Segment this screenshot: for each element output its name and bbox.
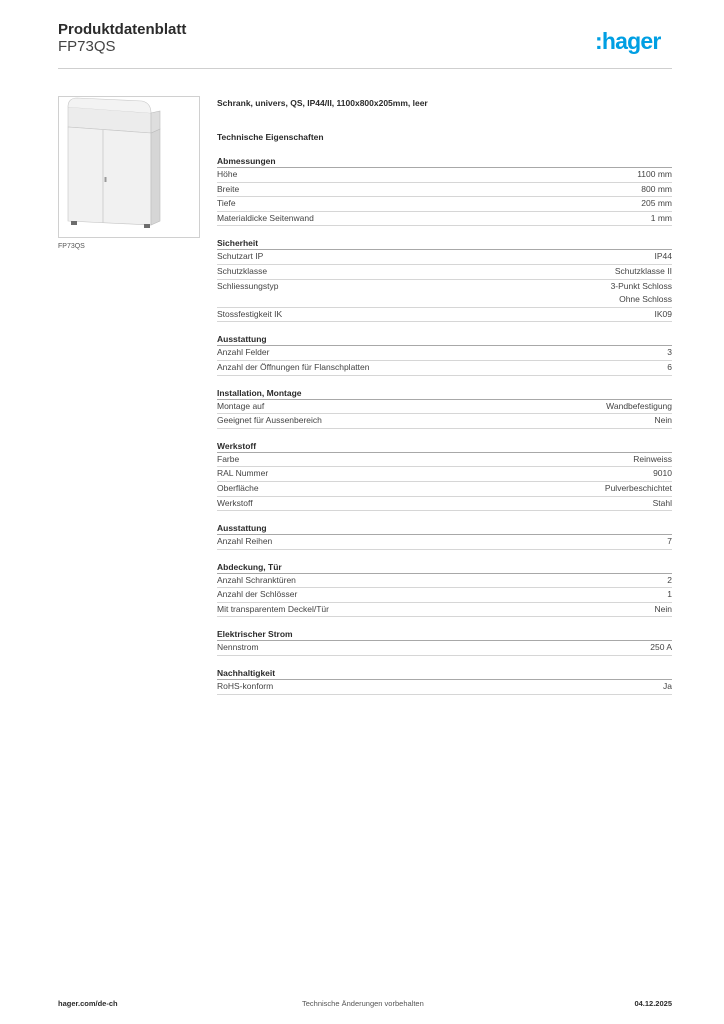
property-section xyxy=(217,521,672,550)
property-row xyxy=(217,183,672,198)
property-label: Anzahl der Öffnungen für Flanschplatten xyxy=(217,361,370,372)
product-title: Schrank, univers, QS, IP44/II, 1100x800x205mm, leer xyxy=(217,98,428,108)
property-value xyxy=(667,588,672,602)
property-value xyxy=(667,574,672,588)
property-value xyxy=(655,414,672,428)
property-value-line: Schutzklasse II xyxy=(614,265,672,276)
property-value xyxy=(637,168,672,182)
property-label: Materialdicke Seitenwand xyxy=(217,212,314,223)
property-label: Anzahl Felder xyxy=(217,347,270,358)
property-label: Werkstoff xyxy=(217,497,253,508)
property-value-line: Stahl xyxy=(652,497,672,508)
logo-text: :hager xyxy=(595,28,661,54)
property-section xyxy=(217,386,672,429)
property-value xyxy=(655,308,673,322)
property-value xyxy=(655,603,672,617)
property-label: Anzahl Reihen xyxy=(217,536,273,547)
property-row xyxy=(217,280,672,308)
property-section xyxy=(217,439,672,511)
property-label: Schliessungstyp xyxy=(217,280,279,291)
section-title: Ausstattung xyxy=(217,521,672,535)
property-row xyxy=(217,212,672,227)
property-value xyxy=(611,280,672,307)
property-value-line: 7 xyxy=(667,536,672,547)
property-value-line: 6 xyxy=(667,361,672,372)
property-value-line: 205 mm xyxy=(641,198,672,209)
property-row xyxy=(217,535,672,550)
property-label: Breite xyxy=(217,183,240,194)
property-section xyxy=(217,666,672,695)
product-details xyxy=(217,96,672,695)
property-value xyxy=(641,183,672,197)
property-label: Höhe xyxy=(217,169,238,179)
properties-list xyxy=(217,154,672,695)
property-row xyxy=(217,588,672,603)
product-code: FP73QS xyxy=(58,38,116,55)
property-label: Farbe xyxy=(217,453,240,464)
property-value-line: Nein xyxy=(654,415,672,426)
property-label: Oberfläche xyxy=(217,482,259,493)
section-title: Sicherheit xyxy=(217,236,672,250)
property-row xyxy=(217,308,672,323)
property-value-line: 3-Punkt Schloss xyxy=(610,280,672,291)
property-row xyxy=(217,574,672,589)
property-row xyxy=(217,346,672,361)
property-row xyxy=(217,641,672,656)
footer-date: 04.12.2025 xyxy=(634,999,672,1008)
property-value-line: Reinweiss xyxy=(633,453,672,464)
property-label: RoHS-konform xyxy=(217,681,274,692)
property-value xyxy=(641,197,672,211)
property-row xyxy=(217,414,672,429)
product-image xyxy=(58,96,200,238)
property-row xyxy=(217,482,672,497)
property-row xyxy=(217,497,672,512)
hager-logo xyxy=(595,28,675,56)
property-label: RAL Nummer xyxy=(217,468,269,479)
property-label: Anzahl der Schlösser xyxy=(217,589,298,600)
cabinet-illustration xyxy=(59,97,199,237)
property-value xyxy=(651,212,672,226)
property-value xyxy=(615,265,672,279)
property-label: Geeignet für Aussenbereich xyxy=(217,415,322,426)
property-row xyxy=(217,603,672,618)
property-section xyxy=(217,154,672,226)
section-title: Elektrischer Strom xyxy=(217,627,672,641)
property-label: Nennstrom xyxy=(217,642,259,653)
property-section xyxy=(217,236,672,322)
property-value-line: 1 xyxy=(667,589,672,600)
property-value-line: IK09 xyxy=(654,308,672,319)
property-value-line: 1 mm xyxy=(650,212,672,223)
property-row xyxy=(217,361,672,376)
property-value-line: Ohne Schloss xyxy=(619,294,672,305)
property-section xyxy=(217,627,672,656)
property-value xyxy=(667,346,672,360)
property-row xyxy=(217,680,672,695)
property-value xyxy=(663,680,672,694)
property-label: Mit transparentem Deckel/Tür xyxy=(217,603,329,614)
property-value xyxy=(655,250,673,264)
property-row xyxy=(217,265,672,280)
property-row xyxy=(217,453,672,468)
property-label: Montage auf xyxy=(217,400,265,411)
property-label: Schutzklasse xyxy=(217,265,268,276)
property-value-line: 3 xyxy=(667,347,672,358)
image-caption: FP73QS xyxy=(58,243,85,250)
property-value xyxy=(606,400,672,414)
footer-website: hager.com/de-ch xyxy=(58,999,118,1008)
property-value xyxy=(653,467,672,481)
property-label: Anzahl Schranktüren xyxy=(217,574,296,585)
section-title: Installation, Montage xyxy=(217,386,672,400)
property-value xyxy=(633,453,672,467)
property-row xyxy=(217,168,672,183)
property-value xyxy=(653,497,672,511)
section-title: Ausstattung xyxy=(217,332,672,346)
property-row xyxy=(217,467,672,482)
property-value-line: 800 mm xyxy=(641,183,672,194)
property-value xyxy=(667,361,672,375)
page-title: Produktdatenblatt xyxy=(58,21,187,38)
section-title: Abmessungen xyxy=(217,154,672,168)
property-value-line: Ja xyxy=(663,681,672,692)
property-value-line: Nein xyxy=(654,603,672,614)
property-label: Tiefe xyxy=(217,198,236,209)
property-label: Schutzart IP xyxy=(217,251,264,262)
property-value-line: 250 A xyxy=(650,642,672,653)
section-title: Abdeckung, Tür xyxy=(217,560,672,574)
property-value-line: Wandbefestigung xyxy=(606,400,672,411)
section-title: Nachhaltigkeit xyxy=(217,666,672,680)
property-value xyxy=(605,482,672,496)
property-value xyxy=(667,535,672,549)
property-value-line: 2 xyxy=(667,574,672,585)
property-row xyxy=(217,197,672,212)
property-label: Stossfestigkeit IK xyxy=(217,308,283,319)
property-value-line: IP44 xyxy=(654,251,672,262)
section-title: Werkstoff xyxy=(217,439,672,453)
property-section xyxy=(217,560,672,618)
technical-properties-heading: Technische Eigenschaften xyxy=(217,132,324,142)
property-value-line: Pulverbeschichtet xyxy=(604,482,672,493)
property-value xyxy=(650,641,672,655)
property-section xyxy=(217,332,672,375)
header-divider xyxy=(58,68,672,69)
property-row xyxy=(217,250,672,265)
footer-disclaimer: Technische Änderungen vorbehalten xyxy=(302,999,424,1008)
property-row xyxy=(217,400,672,415)
property-value-line: 1100 mm xyxy=(637,169,672,179)
property-value-line: 9010 xyxy=(653,468,672,479)
